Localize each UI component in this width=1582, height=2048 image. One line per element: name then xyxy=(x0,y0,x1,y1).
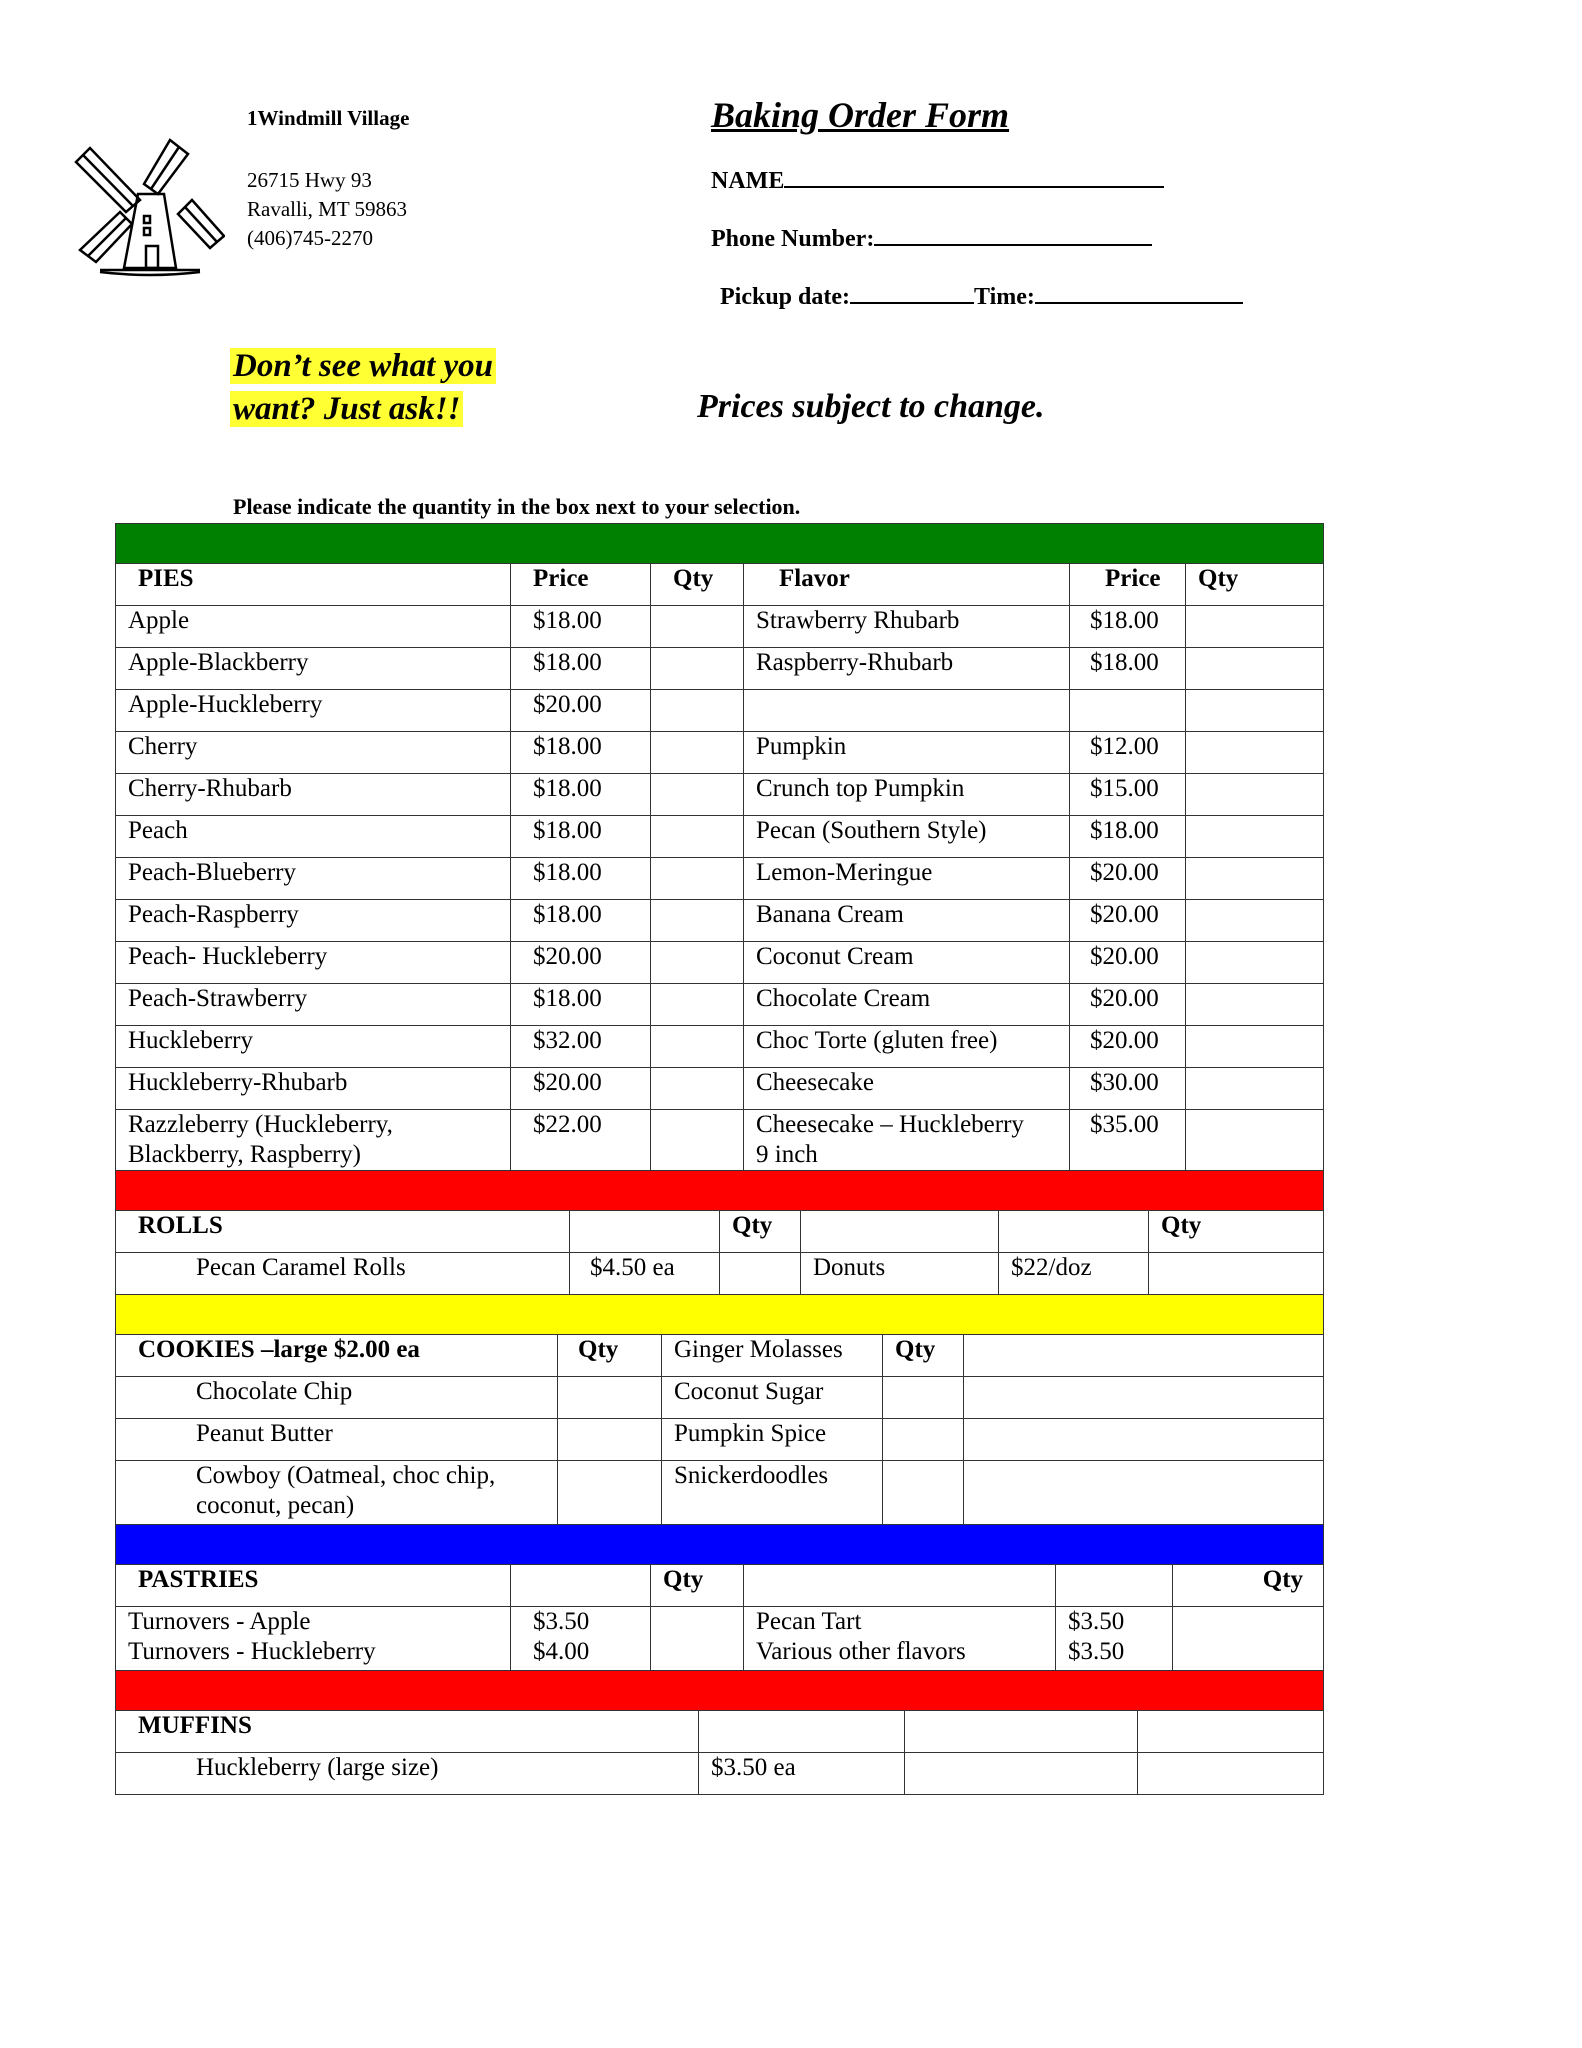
qty-box[interactable] xyxy=(651,984,744,1026)
muffins-table xyxy=(115,1670,1324,1795)
roll-name: Donuts xyxy=(801,1253,999,1295)
instructions: Please indicate the quantity in the box next to your selection. xyxy=(233,494,801,519)
prices-note: Prices subject to change. xyxy=(697,388,1045,425)
pie-name: Banana Cream xyxy=(744,900,1070,942)
qty-box[interactable] xyxy=(883,1419,964,1461)
pie-name: Peach xyxy=(116,816,511,858)
rolls-qty2-header: Qty xyxy=(1149,1211,1324,1253)
pastries-qty-header: Qty xyxy=(651,1565,744,1607)
muffins-color-bar xyxy=(116,1671,1324,1711)
qty-box[interactable] xyxy=(651,690,744,732)
qty-box[interactable] xyxy=(1186,1110,1324,1174)
pie-price: $20.00 xyxy=(511,942,651,984)
pie-name: Apple-Blackberry xyxy=(116,648,511,690)
qty-box[interactable] xyxy=(651,1607,744,1671)
pie-name: Cheesecake xyxy=(744,1068,1070,1110)
pie-price: $20.00 xyxy=(1070,942,1186,984)
qty-box[interactable] xyxy=(651,858,744,900)
pie-price: $20.00 xyxy=(1070,900,1186,942)
pie-name: Peach-Raspberry xyxy=(116,900,511,942)
pie-price: $18.00 xyxy=(1070,648,1186,690)
table-row xyxy=(116,606,1324,648)
pies-header-row xyxy=(116,564,1324,606)
pie-price: $32.00 xyxy=(511,1026,651,1068)
table-row xyxy=(116,648,1324,690)
qty-box[interactable] xyxy=(1186,942,1324,984)
pastries-table xyxy=(115,1524,1324,1671)
rolls-qty-header: Qty xyxy=(720,1211,801,1253)
pickup-date-label: Pickup date: xyxy=(720,284,851,310)
pastry-name: Pecan Tart Various other flavors xyxy=(744,1607,1056,1671)
table-row xyxy=(116,1377,1324,1419)
table-row xyxy=(116,858,1324,900)
pies-header: PIES xyxy=(116,564,511,606)
qty-box[interactable] xyxy=(883,1461,964,1525)
pie-price: $18.00 xyxy=(511,732,651,774)
pickup-field[interactable] xyxy=(720,280,1243,311)
qty-box[interactable] xyxy=(651,1026,744,1068)
pie-name: Choc Torte (gluten free) xyxy=(744,1026,1070,1068)
pie-price: $18.00 xyxy=(511,858,651,900)
table-row xyxy=(116,816,1324,858)
pie-price: $30.00 xyxy=(1070,1068,1186,1110)
pastry-price: $3.50 $3.50 xyxy=(1056,1607,1173,1671)
qty-box[interactable] xyxy=(1186,900,1324,942)
name-input-line[interactable] xyxy=(784,164,1164,188)
pie-name: Apple xyxy=(116,606,511,648)
pie-name: Huckleberry-Rhubarb xyxy=(116,1068,511,1110)
table-row xyxy=(116,1068,1324,1110)
qty-box[interactable] xyxy=(558,1419,662,1461)
rolls-header: ROLLS xyxy=(116,1211,570,1253)
cookie-name: Ginger Molasses xyxy=(662,1335,883,1377)
pie-price: $18.00 xyxy=(511,606,651,648)
table-row xyxy=(116,732,1324,774)
pie-name: Coconut Cream xyxy=(744,942,1070,984)
empty-cell xyxy=(964,1377,1324,1419)
time-input-line[interactable] xyxy=(1035,280,1243,304)
cookies-qty2-header: Qty xyxy=(883,1335,964,1377)
qty-box[interactable] xyxy=(651,774,744,816)
table-row xyxy=(116,1461,1324,1525)
pie-name: Peach- Huckleberry xyxy=(116,942,511,984)
pie-price: $20.00 xyxy=(1070,858,1186,900)
cookies-color-bar xyxy=(116,1295,1324,1335)
pie-price: $20.00 xyxy=(511,690,651,732)
cookies-table xyxy=(115,1294,1324,1525)
phone-field[interactable] xyxy=(711,222,1152,253)
qty-box[interactable] xyxy=(1186,984,1324,1026)
pastries-color-bar xyxy=(116,1525,1324,1565)
phone-label: Phone Number: xyxy=(711,226,875,252)
rolls-header-row xyxy=(116,1211,1324,1253)
qty-box[interactable] xyxy=(651,606,744,648)
address-street: 26715 Hwy 93 xyxy=(247,168,372,192)
qty-box[interactable] xyxy=(651,1110,744,1174)
pie-price: $20.00 xyxy=(1070,984,1186,1026)
pies-flavor-header: Flavor xyxy=(744,564,1070,606)
table-row xyxy=(116,984,1324,1026)
pastries-header-row xyxy=(116,1565,1324,1607)
qty-box[interactable] xyxy=(558,1461,662,1525)
qty-box[interactable] xyxy=(558,1377,662,1419)
roll-price: $4.50 ea xyxy=(570,1253,720,1295)
phone-input-line[interactable] xyxy=(874,222,1152,246)
qty-box[interactable] xyxy=(651,648,744,690)
qty-box[interactable] xyxy=(651,732,744,774)
pies-color-bar xyxy=(116,524,1324,564)
table-row xyxy=(116,690,1324,732)
cookies-header-row xyxy=(116,1335,1324,1377)
pie-name: Strawberry Rhubarb xyxy=(744,606,1070,648)
qty-box[interactable] xyxy=(651,816,744,858)
pie-name: Apple-Huckleberry xyxy=(116,690,511,732)
qty-box[interactable] xyxy=(883,1377,964,1419)
address-city: Ravalli, MT 59863 xyxy=(247,197,408,221)
business-address xyxy=(247,166,407,253)
pie-name: Cherry-Rhubarb xyxy=(116,774,511,816)
time-label: Time: xyxy=(974,284,1035,310)
table-row xyxy=(116,1753,1324,1795)
pie-price: $18.00 xyxy=(511,648,651,690)
cookie-name: Chocolate Chip xyxy=(116,1377,558,1419)
cookie-name: Cowboy (Oatmeal, choc chip, coconut, pecan) xyxy=(116,1461,558,1525)
pastries-header: PASTRIES xyxy=(116,1565,511,1607)
pie-price: $18.00 xyxy=(511,774,651,816)
roll-name: Pecan Caramel Rolls xyxy=(116,1253,570,1295)
pie-name: Cheesecake – Huckleberry 9 inch xyxy=(744,1110,1070,1174)
qty-box[interactable] xyxy=(1186,1068,1324,1110)
cookies-qty-header: Qty xyxy=(558,1335,662,1377)
pie-price: $18.00 xyxy=(1070,816,1186,858)
ask-line-2: want? Just ask!! xyxy=(230,391,463,427)
qty-box[interactable] xyxy=(1186,690,1324,732)
qty-box[interactable] xyxy=(1186,732,1324,774)
pies-price-header: Price xyxy=(511,564,651,606)
muffin-name: Huckleberry (large size) xyxy=(116,1753,699,1795)
cookie-name: Snickerdoodles xyxy=(662,1461,883,1525)
table-row xyxy=(116,942,1324,984)
muffin-price: $3.50 ea xyxy=(699,1753,905,1795)
cookies-header: COOKIES –large $2.00 ea xyxy=(116,1335,558,1377)
pie-name: Cherry xyxy=(116,732,511,774)
qty-box[interactable] xyxy=(1186,1026,1324,1068)
pie-price: $35.00 xyxy=(1070,1110,1186,1174)
cookie-name: Coconut Sugar xyxy=(662,1377,883,1419)
table-row xyxy=(116,1110,1324,1174)
rolls-color-bar xyxy=(116,1171,1324,1211)
pie-price: $12.00 xyxy=(1070,732,1186,774)
pie-name: Lemon-Meringue xyxy=(744,858,1070,900)
table-row xyxy=(116,1253,1324,1295)
pie-name: Pumpkin xyxy=(744,732,1070,774)
pie-price: $15.00 xyxy=(1070,774,1186,816)
ask-note xyxy=(230,345,496,431)
rolls-table xyxy=(115,1170,1324,1295)
qty-box[interactable] xyxy=(651,1068,744,1110)
table-row xyxy=(116,1026,1324,1068)
roll-price: $22/doz xyxy=(999,1253,1149,1295)
pie-name: Crunch top Pumpkin xyxy=(744,774,1070,816)
pie-name: Razzleberry (Huckleberry, Blackberry, Raspberry) xyxy=(116,1110,511,1174)
pie-price: $22.00 xyxy=(511,1110,651,1174)
pie-name xyxy=(744,690,1070,732)
pies-qty-header: Qty xyxy=(651,564,744,606)
empty-cell xyxy=(964,1419,1324,1461)
name-label: NAME xyxy=(711,168,785,194)
pies-price2-header: Price xyxy=(1070,564,1186,606)
windmill-icon xyxy=(70,128,225,280)
qty-box[interactable] xyxy=(1186,774,1324,816)
qty-box[interactable] xyxy=(1186,606,1324,648)
qty-box[interactable] xyxy=(1186,816,1324,858)
qty-box[interactable] xyxy=(651,942,744,984)
pickup-date-input-line[interactable] xyxy=(850,280,974,304)
qty-box[interactable] xyxy=(1186,858,1324,900)
table-row xyxy=(116,774,1324,816)
form-title: Baking Order Form xyxy=(711,95,1010,135)
qty-box[interactable] xyxy=(1186,648,1324,690)
pie-price xyxy=(1070,690,1186,732)
pie-name: Chocolate Cream xyxy=(744,984,1070,1026)
pie-price: $18.00 xyxy=(511,816,651,858)
pie-name: Pecan (Southern Style) xyxy=(744,816,1070,858)
pie-name: Peach-Strawberry xyxy=(116,984,511,1026)
muffins-header-row xyxy=(116,1711,1324,1753)
qty-box[interactable] xyxy=(1173,1607,1324,1671)
name-field[interactable] xyxy=(711,164,1164,195)
pastries-qty2-header: Qty xyxy=(1173,1565,1324,1607)
pie-price: $20.00 xyxy=(511,1068,651,1110)
qty-box[interactable] xyxy=(651,900,744,942)
table-row xyxy=(116,900,1324,942)
pies-qty2-header: Qty xyxy=(1186,564,1324,606)
muffins-header: MUFFINS xyxy=(116,1711,699,1753)
pies-table xyxy=(115,523,1324,1174)
pastry-name: Turnovers - Apple Turnovers - Huckleberry xyxy=(116,1607,511,1671)
ask-line-1: Don’t see what you xyxy=(230,348,496,384)
qty-box[interactable] xyxy=(720,1253,801,1295)
qty-box[interactable] xyxy=(905,1753,1138,1795)
pie-price: $18.00 xyxy=(511,900,651,942)
pie-price: $18.00 xyxy=(511,984,651,1026)
cookie-name: Peanut Butter xyxy=(116,1419,558,1461)
pie-name: Raspberry-Rhubarb xyxy=(744,648,1070,690)
cookie-name: Pumpkin Spice xyxy=(662,1419,883,1461)
business-name: 1Windmill Village xyxy=(247,106,410,130)
pastry-price: $3.50 $4.00 xyxy=(511,1607,651,1671)
pie-price: $20.00 xyxy=(1070,1026,1186,1068)
pie-name: Huckleberry xyxy=(116,1026,511,1068)
pie-name: Peach-Blueberry xyxy=(116,858,511,900)
business-phone: (406)745-2270 xyxy=(247,226,373,250)
pie-price: $18.00 xyxy=(1070,606,1186,648)
qty-box[interactable] xyxy=(1149,1253,1324,1295)
table-row xyxy=(116,1419,1324,1461)
table-row xyxy=(116,1607,1324,1671)
